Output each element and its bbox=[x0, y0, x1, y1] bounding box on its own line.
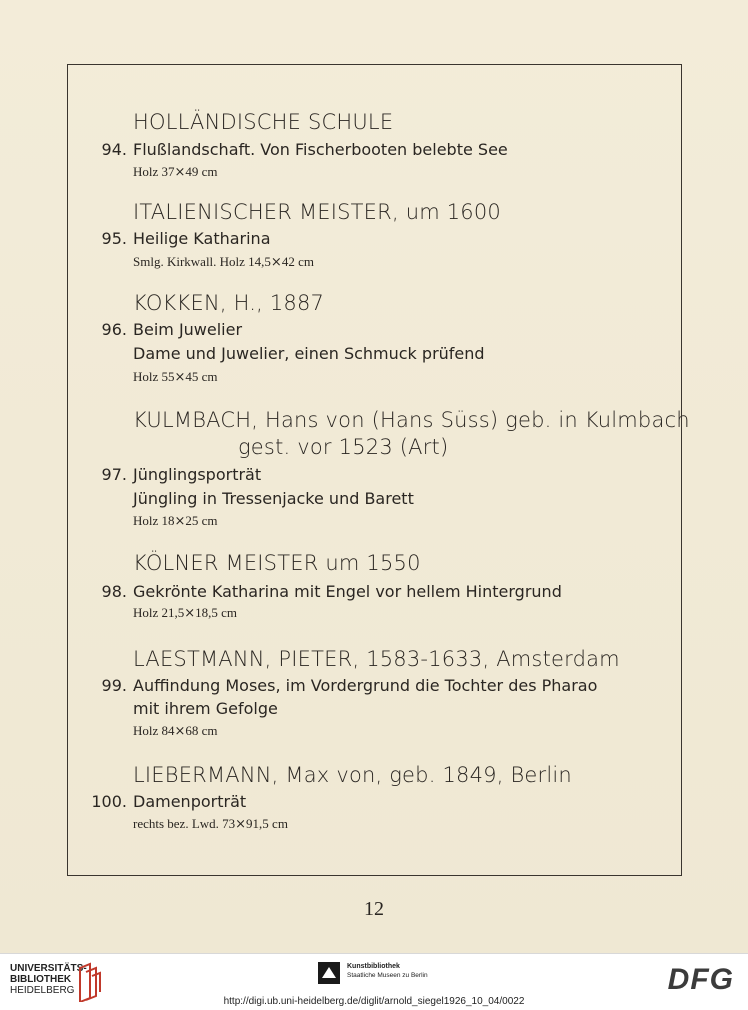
source-url[interactable]: http://digi.ub.uni-heidelberg.de/diglit/arnold_siegel1926_10_04/0022 bbox=[223, 996, 525, 1007]
entry-title: Flußlandschaft. Von Fischerbooten belebte See bbox=[133, 140, 508, 159]
section-heading: ITALIENISCHER MEISTER, um 1600 bbox=[133, 200, 501, 224]
entry-detail: Holz 37⨯49 cm bbox=[133, 164, 218, 179]
kb-line1: Kunstbibliothek bbox=[347, 963, 400, 970]
university-line1: UNIVERSITÄTS- bbox=[10, 963, 87, 974]
section-heading: HOLLÄNDISCHE SCHULE bbox=[133, 110, 394, 134]
page-number: 12 bbox=[364, 898, 384, 920]
section-heading: KOKKEN, H., 1887 bbox=[133, 291, 325, 315]
entry-number: 98. bbox=[101, 582, 127, 601]
entry-title: Gekrönte Katharina mit Engel vor hellem Hintergrund bbox=[133, 582, 562, 601]
entry-detail: Holz 84⨯68 cm bbox=[133, 723, 218, 738]
kunstbibliothek-label bbox=[347, 962, 428, 980]
entry-description: Jüngling in Tressenjacke und Barett bbox=[133, 489, 414, 508]
entry-detail: Holz 21,5⨯18,5 cm bbox=[133, 605, 238, 620]
entry-title: Jünglingsporträt bbox=[133, 465, 262, 484]
entry-number: 95. bbox=[101, 229, 127, 248]
entry-title: Heilige Katharina bbox=[133, 229, 271, 248]
entry-number: 100. bbox=[91, 792, 127, 811]
section-heading: LIEBERMANN, Max von, geb. 1849, Berlin bbox=[133, 763, 572, 787]
entry-number: 96. bbox=[101, 320, 127, 339]
entry-title: Damenporträt bbox=[133, 792, 247, 811]
entry-number: 99. bbox=[101, 676, 127, 695]
entry-detail: Smlg. Kirkwall. Holz 14,5⨯42 cm bbox=[133, 254, 314, 269]
digitization-footer bbox=[0, 953, 748, 1010]
section-heading: KÖLNER MEISTER um 1550 bbox=[133, 551, 421, 575]
kunstbibliothek-logo-icon[interactable] bbox=[318, 962, 340, 984]
entry-number: 97. bbox=[101, 465, 127, 484]
entry-description: Dame und Juwelier, einen Schmuck prüfend bbox=[133, 344, 485, 363]
university-line3: HEIDELBERG bbox=[10, 985, 75, 996]
entry-detail: rechts bez. Lwd. 73⨯91,5 cm bbox=[133, 816, 288, 831]
section-heading: LAESTMANN, PIETER, 1583-1633, Amsterdam bbox=[133, 647, 620, 671]
section-heading: KULMBACH, Hans von (Hans Süss) geb. in Kulmbach bbox=[133, 408, 690, 432]
entry-detail: Holz 55⨯45 cm bbox=[133, 369, 218, 384]
entry-description: mit ihrem Gefolge bbox=[133, 699, 278, 718]
university-line2: BIBLIOTHEK bbox=[10, 974, 72, 985]
entry-detail: Holz 18⨯25 cm bbox=[133, 513, 218, 528]
entry-title: Beim Juwelier bbox=[133, 320, 243, 339]
kb-line2: Staatliche Museen zu Berlin bbox=[347, 972, 428, 979]
entry-number: 94. bbox=[101, 140, 127, 159]
dfg-logo[interactable]: DFG bbox=[667, 963, 734, 996]
section-heading-line2: gest. vor 1523 (Art) bbox=[238, 435, 449, 459]
entry-title: Auffindung Moses, im Vordergrund die Tochter des Pharao bbox=[133, 676, 598, 695]
